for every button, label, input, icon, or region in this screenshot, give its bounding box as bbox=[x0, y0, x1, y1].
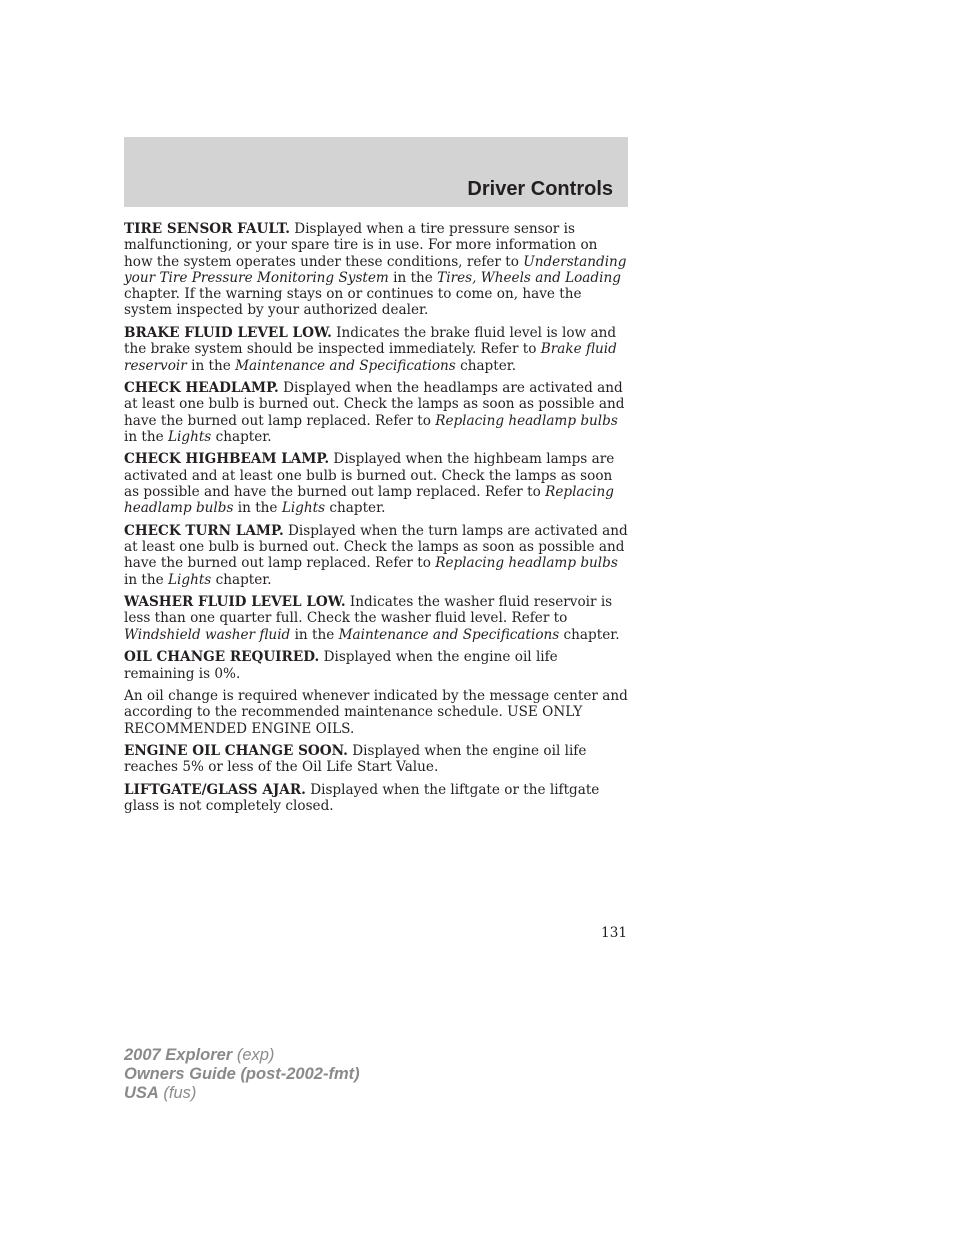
message-heading: CHECK HEADLAMP. bbox=[124, 380, 279, 397]
message-heading: OIL CHANGE REQUIRED. bbox=[124, 649, 320, 666]
cross-reference: Maintenance and Specifications bbox=[338, 626, 560, 643]
cross-reference: Replacing headlamp bulbs bbox=[435, 412, 618, 429]
paragraph bbox=[124, 743, 628, 776]
message-heading: BRAKE FLUID LEVEL LOW. bbox=[124, 324, 332, 341]
paragraph bbox=[124, 380, 628, 445]
message-heading: LIFTGATE/GLASS AJAR. bbox=[124, 781, 306, 798]
footer-market-code: (fus) bbox=[158, 1084, 197, 1102]
message-heading: TIRE SENSOR FAULT. bbox=[124, 221, 290, 237]
cross-reference: Lights bbox=[281, 500, 326, 517]
cross-reference: Maintenance and Specifications bbox=[235, 357, 456, 374]
paragraph bbox=[124, 782, 628, 815]
body-text: in the bbox=[388, 269, 438, 286]
body-text: in the bbox=[124, 428, 169, 445]
section-header-bar bbox=[124, 137, 628, 207]
footer-market: USA bbox=[124, 1084, 159, 1102]
body-text: in the bbox=[186, 357, 236, 374]
cross-reference: Brake fluid reservoir bbox=[124, 341, 617, 374]
body-text: Displayed when the engine oil life reaches 5% or less of the Oil Life Start Value. bbox=[124, 743, 587, 776]
cross-reference: Understanding your Tire Pressure Monitoring System bbox=[124, 253, 627, 286]
body-text: An oil change is required whenever indicated by the message center and according to the recommended maintenance schedule. USE ONLY RECOMMENDED ENGINE OILS. bbox=[124, 688, 628, 737]
paragraph bbox=[124, 325, 628, 374]
cross-reference: Replacing headlamp bulbs bbox=[124, 484, 614, 517]
footer-line-guide bbox=[124, 1065, 360, 1084]
body-text: chapter. bbox=[559, 626, 620, 643]
body-text: chapter. bbox=[455, 357, 517, 374]
body-text: Displayed when the engine oil life remaining is 0%. bbox=[124, 649, 558, 682]
body-text: Displayed when the highbeam lamps are activated and at least one bulb is burned out. Check the lamps as soon as possible and have the burned out lamp replaced. Refer to bbox=[124, 451, 615, 501]
body-text: Displayed when the turn lamps are activated and at least one bulb is burned out. Check the lamps as soon as possible and have the burned out lamp replaced. Refer to bbox=[124, 522, 628, 572]
body-text: chapter. bbox=[211, 571, 272, 588]
footer-line-model bbox=[124, 1046, 360, 1065]
message-heading: CHECK HIGHBEAM LAMP. bbox=[124, 451, 330, 468]
body-text: Indicates the brake fluid level is low and the brake system should be inspected immediately. Refer to bbox=[124, 324, 617, 358]
cross-reference: Replacing headlamp bulbs bbox=[435, 555, 618, 572]
body-text: Displayed when a tire pressure sensor is malfunctioning, or your spare tire is in use. For more information on how the system operates under these conditions, refer to bbox=[124, 221, 598, 270]
cross-reference: Lights bbox=[168, 571, 212, 588]
paragraph bbox=[124, 649, 628, 682]
page-number: 131 bbox=[601, 925, 627, 941]
body-text: chapter. bbox=[211, 428, 272, 445]
message-heading: ENGINE OIL CHANGE SOON. bbox=[124, 743, 348, 760]
body-text: in the bbox=[124, 571, 169, 588]
paragraph bbox=[124, 451, 628, 516]
footer-line-market bbox=[124, 1084, 360, 1103]
body-text: Displayed when the liftgate or the liftgate glass is not completely closed. bbox=[124, 781, 600, 815]
paragraph bbox=[124, 594, 628, 643]
body-text: chapter. If the warning stays on or continues to come on, have the system inspected by your authorized dealer. bbox=[124, 286, 582, 319]
cross-reference: Tires, Wheels and Loading bbox=[437, 269, 621, 286]
message-heading: WASHER FLUID LEVEL LOW. bbox=[124, 594, 346, 611]
paragraph bbox=[124, 523, 628, 588]
cross-reference: Windshield washer fluid bbox=[124, 626, 291, 643]
page-content bbox=[124, 221, 628, 821]
footer-guide: Owners Guide (post-2002-fmt) bbox=[124, 1065, 360, 1083]
body-text: Indicates the washer fluid reservoir is less than one quarter full. Check the washer fluid level. Refer to bbox=[124, 594, 613, 627]
paragraph bbox=[124, 221, 628, 319]
body-text: in the bbox=[290, 626, 339, 643]
section-title: Driver Controls bbox=[467, 178, 613, 200]
cross-reference: Lights bbox=[168, 428, 212, 445]
footer-model-code: (exp) bbox=[232, 1046, 275, 1064]
footer-model: 2007 Explorer bbox=[124, 1046, 233, 1064]
paragraph bbox=[124, 688, 628, 737]
body-text: chapter. bbox=[325, 500, 386, 517]
body-text: in the bbox=[233, 500, 282, 517]
document-footer bbox=[124, 1046, 360, 1103]
message-heading: CHECK TURN LAMP. bbox=[124, 522, 284, 539]
body-text: Displayed when the headlamps are activated and at least one bulb is burned out. Check the lamps as soon as possible and have the burned out lamp replaced. Refer to bbox=[124, 380, 625, 429]
